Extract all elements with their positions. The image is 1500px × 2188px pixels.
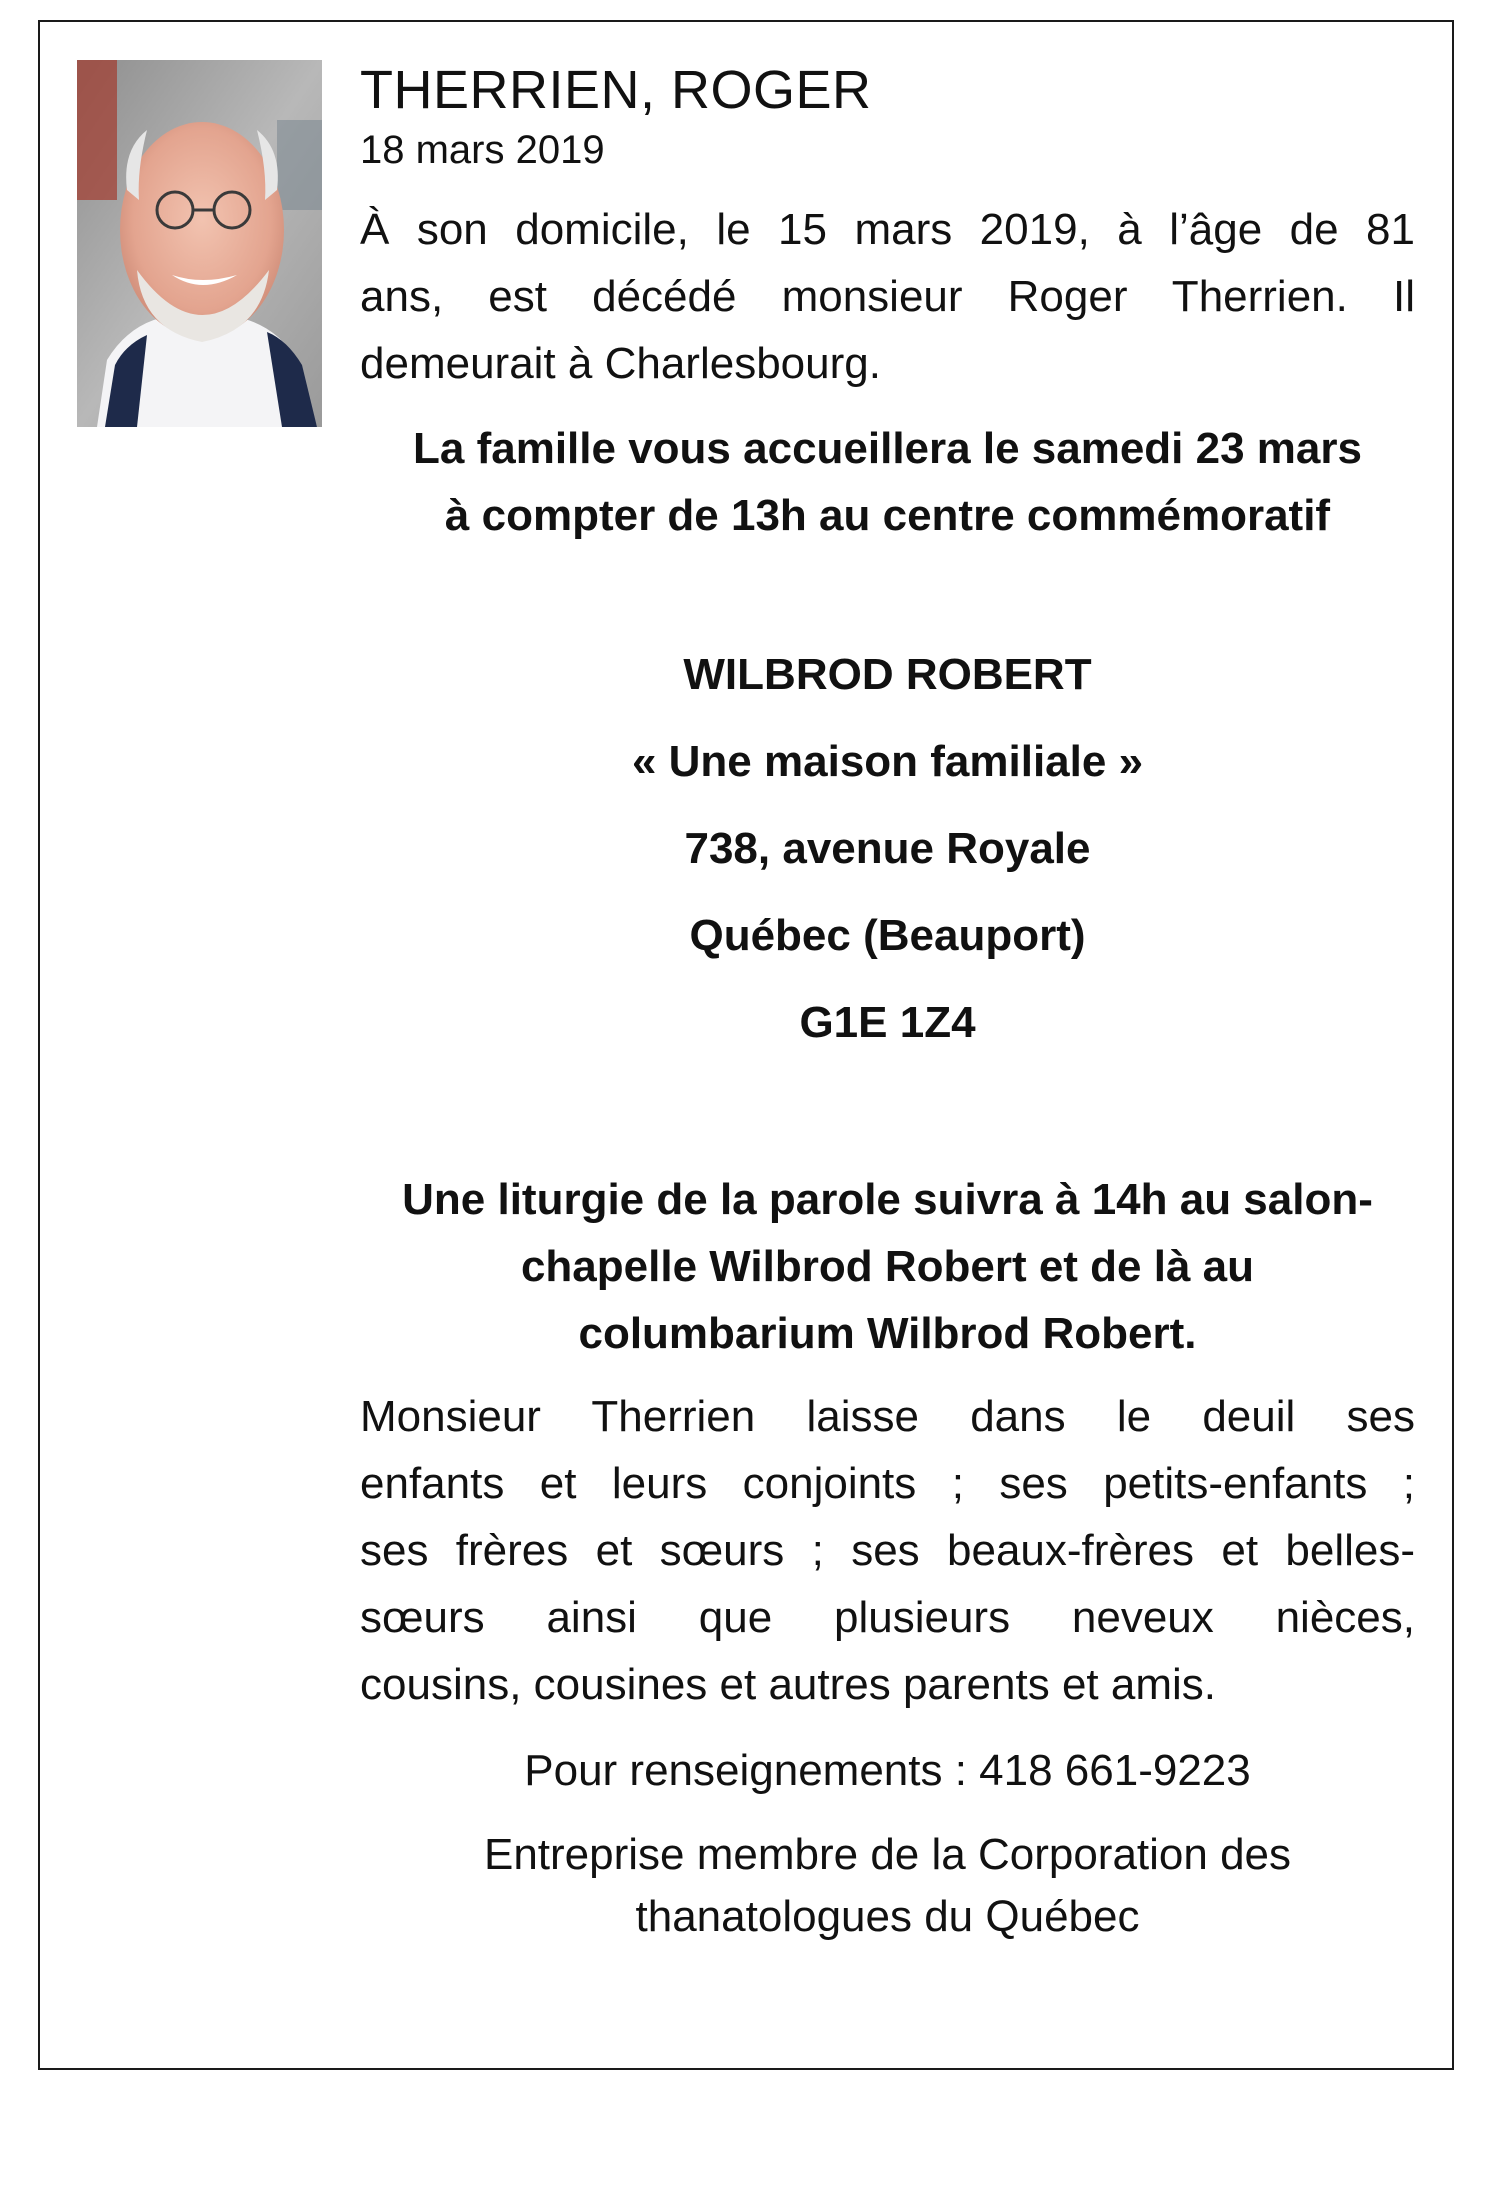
liturgy-paragraph xyxy=(360,1166,1415,1367)
visitation-paragraph xyxy=(360,415,1415,549)
contact-info: Pour renseignements : 418 661-9223 xyxy=(524,1746,1251,1795)
intro-paragraph xyxy=(360,196,1415,397)
funeral-home-name: WILBROD ROBERT xyxy=(683,650,1092,699)
membership-note xyxy=(360,1824,1415,1948)
funeral-home-postal-code: G1E 1Z4 xyxy=(799,998,976,1047)
funeral-home-city: Québec (Beauport) xyxy=(689,911,1086,960)
family-line: enfants et leurs conjoints ; ses petits-enfants ; xyxy=(360,1459,1415,1508)
family-line: ses frères et sœurs ; ses beaux-frères et belles- xyxy=(360,1526,1415,1575)
family-line: sœurs ainsi que plusieurs neveux nièces, xyxy=(360,1593,1415,1642)
visitation-line: à compter de 13h au centre commémoratif xyxy=(444,491,1331,540)
funeral-home-street: 738, avenue Royale xyxy=(684,824,1091,873)
family-paragraph xyxy=(360,1383,1415,1718)
family-line: Monsieur Therrien laisse dans le deuil ses xyxy=(360,1392,1415,1441)
intro-line: ans, est décédé monsieur Roger Therrien. Il xyxy=(360,272,1415,321)
liturgy-line: chapelle Wilbrod Robert et de là au xyxy=(520,1242,1255,1291)
visitation-line: La famille vous accueillera le samedi 23 mars xyxy=(413,424,1362,473)
membership-line: Entreprise membre de la Corporation des xyxy=(483,1830,1292,1879)
liturgy-line: columbarium Wilbrod Robert. xyxy=(578,1309,1197,1358)
funeral-home-tagline: « Une maison familiale » xyxy=(631,737,1144,786)
family-line: cousins, cousines et autres parents et amis. xyxy=(360,1660,1216,1709)
portrait-photo xyxy=(77,60,322,427)
liturgy-line: Une liturgie de la parole suivra à 14h au salon- xyxy=(402,1175,1373,1224)
deceased-name: THERRIEN, ROGER xyxy=(360,60,872,120)
notice-date: 18 mars 2019 xyxy=(360,128,605,172)
intro-line: demeurait à Charlesbourg. xyxy=(360,339,881,388)
membership-line: thanatologues du Québec xyxy=(635,1892,1140,1941)
notice-content xyxy=(360,58,1415,1948)
intro-line: À son domicile, le 15 mars 2019, à l’âge de 81 xyxy=(360,205,1415,254)
portrait-photo-icon xyxy=(77,60,322,427)
funeral-home-address xyxy=(360,631,1415,1066)
